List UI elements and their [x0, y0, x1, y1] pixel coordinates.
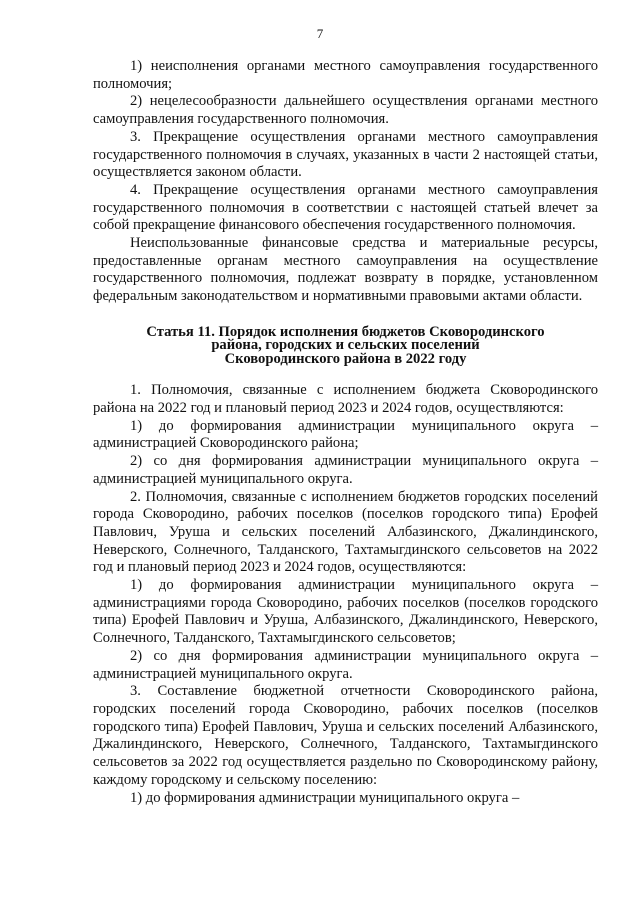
paragraph: 3. Прекращение осуществления органами местного самоуправления государственного полномочия в случаях, указанных в части 2 настоящей статьи, осуществляется законом области. — [93, 128, 598, 181]
paragraph: 1) до формирования администрации муниципального округа – — [130, 789, 520, 806]
paragraph: 4. Прекращение осуществления органами местного самоуправления государственного полномочия в соответствии с настоящей статьей влечет за собой прекращение финансового обеспечения государственного полномочия. — [93, 181, 598, 234]
paragraph: 1) до формирования администрации муниципального округа – администрацией Сковородинского района; — [93, 417, 598, 452]
paragraph: 1) до формирования администрации муниципального округа – администрациями города Сковородино, рабочих поселков (поселков городского типа) Ерофей Павлович и Уруша, Албазинского, Джалиндинского, Неверского, Солнечного, Талданского, Тахтамыгдинского сельсоветов; — [93, 577, 598, 647]
paragraph: 2. Полномочия, связанные с исполнением бюджетов городских поселений города Сковородино, рабочих поселков (поселков городского типа) Ерофей Павлович, Уруша и сельских поселений Албазинского, Джалиндинского, Неверского, Солнечного, Талданского, Тахтамыгдинского сельсоветов на 2022 год и плановый период 2023 и 2024 годов, осуществляются: — [93, 488, 598, 576]
article-title-line: района, городских и сельских поселений — [211, 337, 480, 354]
page-number: 7 — [316, 26, 324, 41]
paragraph: Неиспользованные финансовые средства и материальные ресурсы, предоставленные органам местного самоуправления на осуществление государственного полномочия, подлежат возврату в порядке, установленном федеральным законодательством и нормативными правовыми актами области. — [93, 235, 598, 305]
article-title-line: Статья 11. Порядок исполнения бюджетов Сковородинского — [146, 323, 545, 340]
document-body — [93, 58, 598, 807]
article-title — [93, 323, 598, 367]
paragraph: 3. Составление бюджетной отчетности Сковородинского района, городских поселений города Сковородино, рабочих поселков (поселков городского типа) Ерофей Павлович, Уруша и сельских поселений Албазинского, Джалиндинского, Неверского, Солнечного, Талданского, Тахтамыгдинского сельсоветов за 2022 год осуществляется раздельно по Сковородинскому району, каждому городскому и сельскому поселению: — [93, 683, 598, 788]
paragraph: 1) неисполнения органами местного самоуправления государственного полномочия; — [93, 58, 598, 92]
paragraph: 2) со дня формирования администрации муниципального округа – администрацией муниципального округа. — [93, 647, 598, 682]
paragraph: 1. Полномочия, связанные с исполнением бюджета Сковородинского района на 2022 год и плановый период 2023 и 2024 годов, осуществляются: — [93, 382, 598, 417]
paragraph: 2) со дня формирования администрации муниципального округа – администрацией муниципального округа. — [93, 453, 598, 487]
paragraph: 2) нецелесообразности дальнейшего осуществления органами местного самоуправления государственного полномочия. — [93, 93, 598, 128]
article-title-line: Сковородинского района в 2022 году — [224, 350, 467, 367]
